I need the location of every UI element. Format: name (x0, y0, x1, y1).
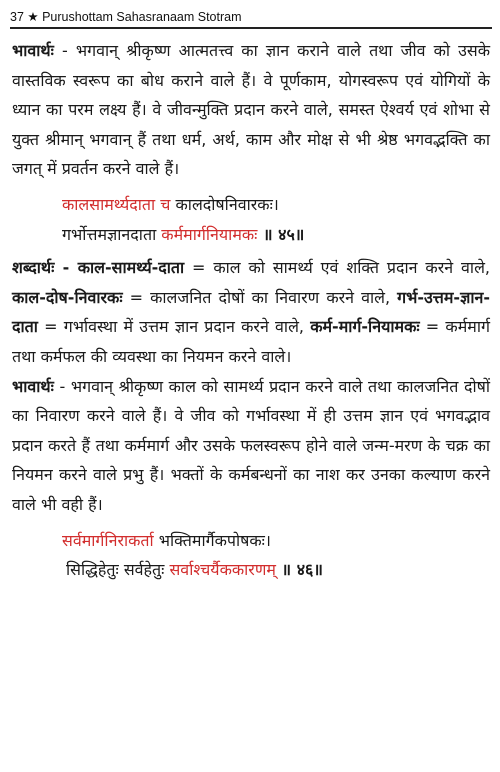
shabdartha-label: शब्दार्थः (12, 258, 55, 278)
word-term: काल-सामर्थ्य-दाता (77, 258, 185, 278)
verse-45-line-1 (12, 190, 490, 220)
verse-number: ॥ ४५॥ (257, 224, 305, 244)
shabdartha-paragraph: शब्दार्थः - काल-सामर्थ्य-दाता = काल को सामर्थ्य एवं शक्ति प्रदान करने वाले, काल-दोष-निवारकः = कालजनित दोषों का निवारण करने वाले, गर्भ-उत्तम-ज्ञान-दाता = गर्भावस्था में उत्तम ज्ञान प्रदान करने वाले, कर्म-मार्ग-नियामकः = कर्ममार्ग तथा कर्मफल की व्यवस्था का नियमन करने वाले। (12, 258, 491, 366)
star-icon: ★ (27, 10, 39, 24)
bhavartha-paragraph-2 (12, 372, 490, 520)
word-term: कर्म-मार्ग-नियामकः (310, 317, 420, 337)
verse-number: ॥ ४६॥ (275, 560, 323, 580)
word-term: गर्भ-उत्तम-ज्ञान-दाता (12, 287, 490, 337)
bhavartha-text: - भगवान् श्रीकृष्ण काल को सामर्थ्य प्रदान करने वाले तथा कालजनित दोषों का निवारण करने वाले हैं। वे जीव को गर्भावस्था में ही उत्तम ज्ञान एवं भगवद्भाव प्रदान करते हैं तथा कर्ममार्ग और उसके फलस्वरूप होने वाले जन्म-मरण के चक्र का नियमन करने वाले प्रभु हैं। भक्तों के कर्मबन्धनों का नाश कर उनका कल्याण करने वाले भी वही हैं। (12, 376, 490, 514)
word-meaning: = काल को सामर्थ्य एवं शक्ति प्रदान करने वाले, (184, 258, 491, 278)
header-divider (10, 27, 492, 29)
verse-46-line-1 (12, 526, 490, 556)
page-number: 37 (10, 10, 24, 24)
bhavartha-paragraph-1 (12, 36, 490, 184)
book-title: Purushottam Sahasranaam Stotram (42, 10, 242, 24)
word-term: काल-दोष-निवारकः (12, 287, 123, 307)
page-header (10, 9, 490, 24)
word-meaning: = गर्भावस्था में उत्तम ज्ञान प्रदान करने वाले, (37, 317, 311, 337)
verse-red-text: सर्वमार्गनिराकर्ता (62, 530, 154, 550)
verse-black-text: सिद्धिहेतुः सर्वहेतुः (66, 560, 165, 580)
word-meaning: = कालजनित दोषों का निवारण करने वाले, (122, 287, 398, 307)
verse-red-text: कर्ममार्गनियामकः (156, 224, 258, 244)
page-content (12, 36, 490, 585)
verse-red-text: सर्वाश्चर्यैककारणम् (164, 560, 276, 580)
bhavartha-label: भावार्थः (12, 41, 54, 60)
bhavartha-text: - भगवान् श्रीकृष्ण आत्मतत्त्व का ज्ञान कराने वाले तथा जीव को उसके वास्तविक स्वरूप का बोध कराने वाले हैं। वे पूर्णकाम, योगस्वरूप एवं योगियों के ध्यान का परम लक्ष्य हैं। वे जीवन्मुक्ति प्रदान करने वाले, समस्त ऐश्वर्य एवं शोभा से युक्त श्रीमान् भगवान् हैं तथा धर्म, अर्थ, काम और मोक्ष से भी श्रेष्ठ भगवद्भक्ति का जगत् में प्रवर्तन करने वाले हैं। (12, 41, 490, 179)
verse-45-line-2 (12, 220, 490, 250)
verse-black-text: गर्भोत्तमज्ञानदाता (62, 224, 157, 244)
verse-46-line-2 (12, 555, 490, 585)
word-meaning: = कर्ममार्ग तथा कर्मफल की व्यवस्था का नियमन करने वाले। (12, 317, 490, 366)
verse-red-text: कालसामर्थ्यदाता च (62, 194, 171, 214)
bhavartha-label: भावार्थः (12, 376, 54, 396)
verse-black-text: कालदोषनिवारकः। (170, 194, 279, 214)
verse-black-text: भक्तिमार्गैकपोषकः। (153, 530, 271, 550)
